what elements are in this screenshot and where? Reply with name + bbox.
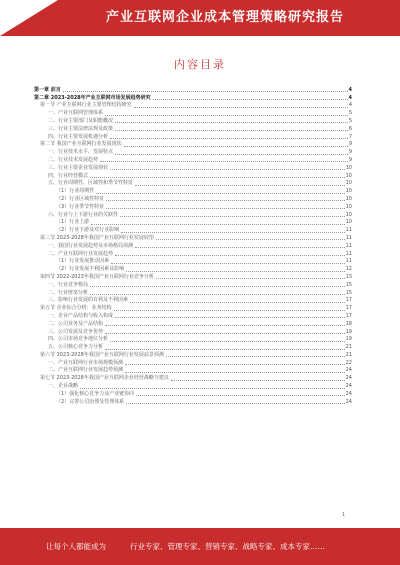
toc-entry-page: 17	[345, 312, 352, 319]
toc-leader-dots	[63, 91, 348, 92]
toc-entry-label: 五、公司核心竞争力分析	[48, 344, 104, 351]
toc-entry-label: 第五节 企业综合分析：业务结构	[40, 305, 112, 312]
toc-leader-dots	[130, 302, 345, 303]
toc-leader-dots	[115, 130, 348, 131]
toc-leader-dots	[124, 146, 348, 147]
toc-entry-label: 三、影响行业发展的有利及不利因素	[48, 297, 129, 304]
toc-leader-dots	[166, 356, 345, 357]
toc-entry[interactable]	[34, 343, 352, 351]
toc-entry-label: 三、公司发展及竞争优势	[48, 328, 104, 335]
toc-leader-dots	[135, 247, 345, 248]
toc-leader-dots	[120, 216, 345, 217]
toc-entry[interactable]	[34, 102, 352, 110]
toc-entry-label: （2）行业下游及对行业影响	[56, 227, 120, 234]
toc-entry-page: 22	[345, 359, 352, 366]
toc-entry-page: 24	[345, 398, 352, 405]
toc-leader-dots	[153, 99, 348, 100]
toc-entry[interactable]	[34, 187, 352, 195]
toc-leader-dots	[126, 271, 344, 272]
toc-leader-dots	[136, 395, 344, 396]
toc-entry[interactable]	[34, 242, 352, 250]
toc-entry-page: 21	[345, 344, 352, 351]
toc-entry-page: 19	[345, 328, 352, 335]
toc-entry-label: 第三节 2023-2028年我国产业互联网行业发展展望	[40, 234, 154, 241]
toc-leader-dots	[114, 310, 345, 311]
toc-entry[interactable]	[34, 219, 352, 227]
toc-entry[interactable]	[34, 164, 352, 172]
toc-entry[interactable]	[34, 265, 352, 273]
toc-entry-page: 12	[345, 266, 352, 273]
toc-entry-page: 24	[345, 367, 352, 374]
toc-entry[interactable]	[34, 374, 352, 382]
toc-entry[interactable]	[34, 234, 352, 242]
report-title: 产业互联网企业成本管理策略研究报告	[105, 10, 344, 25]
toc-leader-dots	[171, 380, 345, 381]
toc-entry-label: 一、行业竞争格局	[48, 281, 89, 288]
toc-entry-page: 6	[348, 125, 352, 132]
toc-entry-label: 第四节 2022-2023年我国产业互联网行业竞争分析	[40, 273, 154, 280]
toc-entry-label: 四、公司市场竞争地位分析	[48, 336, 109, 343]
toc-entry-label: （1）行业上游	[56, 219, 90, 226]
table-of-contents	[34, 86, 352, 406]
toc-entry[interactable]	[34, 258, 352, 266]
toc-leader-dots	[111, 263, 344, 264]
toc-entry-page: 24	[345, 375, 352, 382]
toc-leader-dots	[134, 107, 348, 108]
toc-entry-page: 24	[345, 390, 352, 397]
toc-entry[interactable]	[34, 351, 352, 359]
toc-entry-page: 10	[345, 188, 352, 195]
toc-entry[interactable]	[34, 289, 352, 297]
toc-entry-page: 10	[345, 219, 352, 226]
toc-leader-dots	[125, 364, 345, 365]
toc-entry-label: 四、行业主要发展机遇分析	[48, 133, 109, 140]
toc-entry-label: 一、产业互联网行业市场规模预测	[48, 359, 124, 366]
toc-leader-dots	[115, 122, 348, 123]
toc-entry-label: 一、我国行业发展趋势及市场格局预测	[48, 242, 134, 249]
toc-entry[interactable]	[34, 320, 352, 328]
toc-entry-label: 第二节 我国产业互联网行业发展现状	[40, 141, 122, 148]
toc-leader-dots	[105, 349, 345, 350]
toc-leader-dots	[105, 115, 348, 116]
toc-entry-page: 15	[345, 289, 352, 296]
toc-entry-page: 4	[348, 102, 352, 109]
toc-entry-page: 15	[345, 281, 352, 288]
page-number: 1	[342, 512, 346, 518]
toc-entry[interactable]	[34, 86, 352, 94]
toc-entry-label: （1）行业周期性	[56, 188, 95, 195]
toc-entry-label: 第一章 前言	[34, 86, 61, 93]
toc-leader-dots	[121, 232, 344, 233]
toc-entry-page: 11	[345, 227, 352, 234]
toc-leader-dots	[126, 403, 344, 404]
toc-entry[interactable]	[34, 297, 352, 305]
toc-entry-label: 二、公司业务及产品结构	[48, 320, 104, 327]
toc-leader-dots	[106, 200, 344, 201]
toc-heading: 内容目录	[174, 58, 226, 71]
toc-entry[interactable]	[34, 156, 352, 164]
toc-entry-label: 三、行业主要法律法规及政策	[48, 125, 114, 132]
toc-entry[interactable]	[34, 141, 352, 149]
toc-entry-label: 五、行业周期性、区域性和季节性特征	[48, 180, 134, 187]
toc-entry-page: 13	[345, 273, 352, 280]
toc-entry[interactable]	[34, 133, 352, 141]
toc-entry-label: 四、行业经营模式	[48, 172, 89, 179]
toc-entry[interactable]	[34, 367, 352, 375]
toc-entry-page: 10	[345, 172, 352, 179]
toc-entry-label: 第六节 2023-2028年我国产业互联网行业发展前景预测	[40, 351, 164, 358]
toc-entry-page: 10	[345, 211, 352, 218]
toc-leader-dots	[110, 169, 345, 170]
toc-leader-dots	[156, 278, 345, 279]
toc-entry-label: （2）行业区域性特征	[56, 195, 105, 202]
toc-leader-dots	[156, 239, 345, 240]
toc-leader-dots	[105, 333, 345, 334]
toc-entry[interactable]	[34, 398, 352, 406]
toc-leader-dots	[135, 185, 345, 186]
toc-entry[interactable]	[34, 336, 352, 344]
toc-entry[interactable]	[34, 304, 352, 312]
toc-entry-page: 18	[345, 320, 352, 327]
toc-entry-label: 一、产业互联网管理体系	[48, 110, 104, 117]
toc-leader-dots	[125, 372, 345, 373]
toc-entry-label: 第二章 2023-2028年产业互联网市场发展趋势研究	[34, 94, 151, 101]
toc-leader-dots	[100, 161, 348, 162]
toc-entry-label: 第七节 2023-2028年我国产业互联网企业经营战略与建议	[40, 375, 169, 382]
toc-entry-page: 11	[345, 242, 352, 249]
toc-entry-label: （2）行业发展不利因素及影响	[56, 266, 125, 273]
toc-entry-page: 9	[348, 141, 352, 148]
toc-leader-dots	[80, 388, 345, 389]
toc-entry[interactable]	[34, 125, 352, 133]
toc-entry[interactable]	[34, 226, 352, 234]
toc-entry-page: 19	[345, 336, 352, 343]
toc-entry-label: 一、企业战略	[48, 383, 79, 390]
toc-entry[interactable]	[34, 203, 352, 211]
report-header	[0, 0, 400, 36]
toc-entry-label: 二、行业壁垒分析	[48, 289, 89, 296]
toc-entry-page: 10	[345, 180, 352, 187]
toc-entry-page: 17	[345, 305, 352, 312]
toc-entry[interactable]	[34, 281, 352, 289]
toc-entry-label: （2）完善公司治理及管理体系	[56, 398, 125, 405]
toc-leader-dots	[105, 325, 345, 326]
toc-entry-page: 4	[348, 86, 352, 93]
toc-entry-label: 三、行业主要企业发展现状	[48, 164, 109, 171]
toc-entry-page: 10	[345, 203, 352, 210]
toc-entry-label: 六、行业与上下游行业的关联性	[48, 211, 119, 218]
toc-entry-label: （1）强化核心竞争力及产业链协同	[56, 390, 135, 397]
toc-entry[interactable]	[34, 328, 352, 336]
toc-leader-dots	[115, 255, 345, 256]
toc-entry-page: 10	[345, 195, 352, 202]
toc-entry-page: 10	[345, 164, 352, 171]
toc-entry-label: 二、行业技术发展趋势	[48, 156, 99, 163]
toc-leader-dots	[110, 138, 348, 139]
toc-entry[interactable]	[34, 273, 352, 281]
toc-entry-page: 21	[345, 351, 352, 358]
toc-entry-page: 7	[348, 133, 352, 140]
toc-entry-page: 9	[348, 149, 352, 156]
toc-leader-dots	[90, 294, 345, 295]
toc-entry[interactable]	[34, 211, 352, 219]
toc-entry[interactable]	[34, 180, 352, 188]
toc-entry[interactable]	[34, 94, 352, 102]
toc-leader-dots	[115, 154, 348, 155]
toc-entry-label: 一、企业产品结构与收入构成	[48, 312, 114, 319]
toc-entry[interactable]	[34, 109, 352, 117]
toc-entry-label: 二、行业主要部门及职能概况	[48, 117, 114, 124]
toc-entry-page: 11	[345, 234, 352, 241]
toc-entry[interactable]	[34, 172, 352, 180]
toc-entry[interactable]	[34, 250, 352, 258]
toc-entry-label: （1）行业发展推动因素	[56, 258, 110, 265]
toc-entry-page: 5	[348, 117, 352, 124]
header-corner-decoration	[0, 0, 58, 36]
toc-entry-page: 11	[345, 258, 352, 265]
toc-leader-dots	[90, 177, 345, 178]
toc-leader-dots	[91, 224, 344, 225]
toc-entry[interactable]	[34, 117, 352, 125]
toc-entry-page: 9	[348, 156, 352, 163]
toc-leader-dots	[90, 286, 345, 287]
toc-entry[interactable]	[34, 390, 352, 398]
toc-entry-page: 17	[345, 297, 352, 304]
toc-entry-label: 二、产业互联网行业发展趋势	[48, 250, 114, 257]
toc-entry-label: 第一节 产业互联网行业主要管理结构研究	[40, 102, 132, 109]
footer-slogan-right: 行业专家、管理专家、营销专家、战略专家、成本专家……	[130, 542, 325, 551]
toc-entry[interactable]	[34, 195, 352, 203]
footer-banner	[0, 528, 400, 565]
toc-entry[interactable]	[34, 359, 352, 367]
footer-slogan-left: 让每个人都能成为	[46, 542, 106, 551]
toc-entry[interactable]	[34, 148, 352, 156]
toc-entry-label: 一、行业技术水平、发展特点	[48, 149, 114, 156]
toc-entry[interactable]	[34, 382, 352, 390]
toc-leader-dots	[115, 317, 345, 318]
toc-entry-page: 4	[348, 94, 352, 101]
toc-entry[interactable]	[34, 312, 352, 320]
toc-leader-dots	[106, 208, 344, 209]
toc-leader-dots	[96, 193, 344, 194]
toc-entry-page: 24	[345, 383, 352, 390]
toc-entry-label: 二、产业互联网行业发展趋势预测	[48, 367, 124, 374]
toc-leader-dots	[110, 341, 345, 342]
toc-entry-page: 11	[345, 250, 352, 257]
toc-entry-label: （3）行业季节性特征	[56, 203, 105, 210]
toc-entry-page: 5	[348, 110, 352, 117]
